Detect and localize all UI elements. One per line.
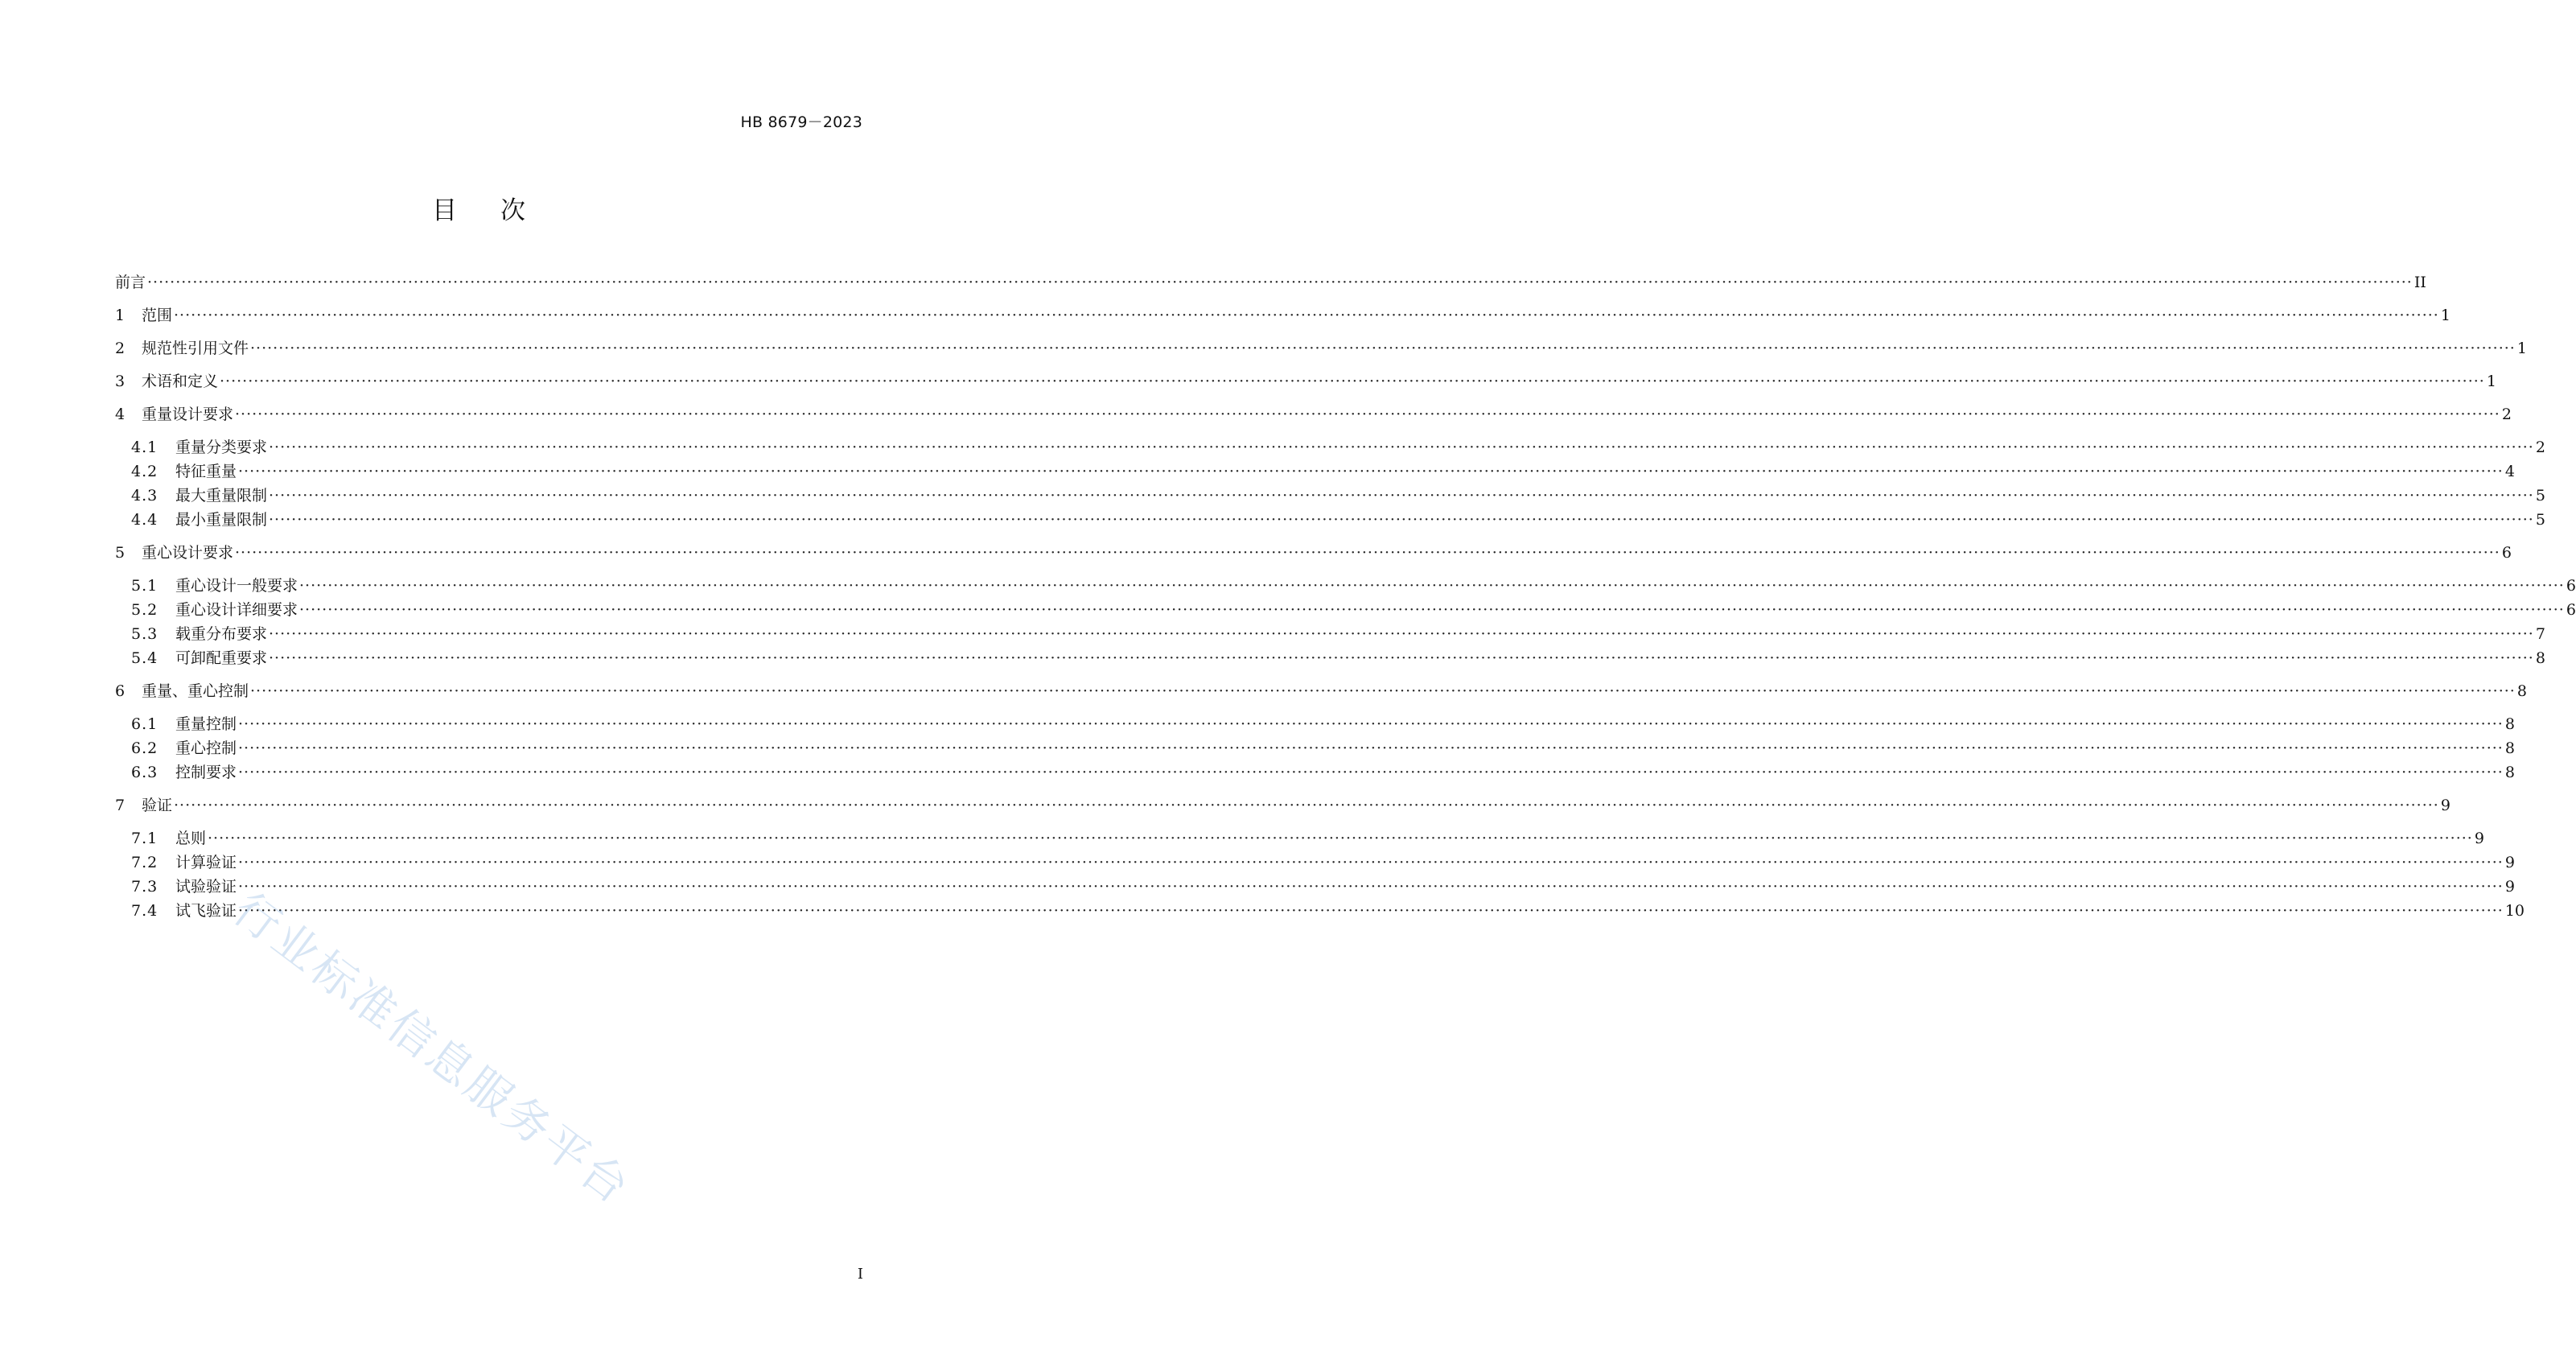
toc-entry[interactable] <box>115 715 2515 733</box>
dot-leader: ················································································································································································································································································································································································································ <box>299 601 2565 619</box>
toc-entry-page: 8 <box>2535 649 2545 667</box>
toc-entry[interactable] <box>115 340 2527 357</box>
toc-entry[interactable] <box>115 406 2512 423</box>
toc-entry-number: 4.2 <box>131 463 158 480</box>
dot-leader: ················································································································································································································································································································································································································ <box>269 439 2534 456</box>
toc-entry[interactable] <box>115 487 2545 505</box>
toc-entry-page: 5 <box>2535 487 2545 505</box>
toc-entry-page: 9 <box>2504 854 2515 871</box>
page-title: 目次 <box>432 196 569 225</box>
toc-entry-page: 4 <box>2504 463 2515 480</box>
toc-entry-label: 范围 <box>142 307 173 324</box>
toc-entry-page: 6 <box>2566 601 2576 619</box>
toc-entry-label: 重心设计详细要求 <box>175 601 298 619</box>
dot-leader: ················································································································································································································································································································································································································ <box>238 878 2504 896</box>
toc-entry-page: 2 <box>2501 406 2512 423</box>
toc-entry-page: 7 <box>2535 625 2545 643</box>
toc-entry[interactable] <box>115 797 2450 814</box>
toc-entry-label: 重量、重心控制 <box>142 682 249 700</box>
toc-entry-number: 1 <box>115 307 126 324</box>
toc-entry-number: 6.3 <box>131 764 158 781</box>
dot-leader: ················································································································································································································································································································································································································ <box>235 544 2500 562</box>
toc-entry-number: 4.1 <box>131 439 158 456</box>
toc-entry-label: 载重分布要求 <box>175 625 268 643</box>
toc-entry[interactable] <box>115 830 2484 847</box>
dot-leader: ················································································································································································································································································································································································································ <box>238 715 2504 733</box>
toc-entry[interactable] <box>115 274 2426 291</box>
toc-entry-label: 重心设计要求 <box>142 544 234 562</box>
toc-entry-page: 6 <box>2566 577 2576 595</box>
toc-entry-label: 试验验证 <box>175 878 237 896</box>
dot-leader: ················································································································································································································································································································································································································ <box>238 739 2504 757</box>
toc-entry-page: 5 <box>2535 511 2545 529</box>
dot-leader: ················································································································································································································································································································································································································ <box>238 764 2504 781</box>
dot-leader: ················································································································································································································································································································································································································ <box>250 340 2516 357</box>
toc-entry-label: 控制要求 <box>175 764 237 781</box>
toc-entry-number: 5 <box>115 544 126 562</box>
toc-entry-number: 7.3 <box>131 878 158 896</box>
toc-entry-number: 5.1 <box>131 577 158 595</box>
toc-entry[interactable] <box>115 625 2545 643</box>
dot-leader: ················································································································································································································································································································································································································ <box>238 902 2504 920</box>
dot-leader: ················································································································································································································································································································································································································ <box>269 649 2534 667</box>
toc-entry-number: 4 <box>115 406 126 423</box>
toc-entry[interactable] <box>115 649 2545 667</box>
toc-entry-label: 可卸配重要求 <box>175 649 268 667</box>
toc-entry-number: 7 <box>115 797 126 814</box>
dot-leader: ················································································································································································································································································································································································································ <box>174 797 2439 814</box>
toc-entry-label: 重心控制 <box>175 739 237 757</box>
dot-leader: ················································································································································································································································································································································································································ <box>238 463 2504 480</box>
toc-entry-page: 9 <box>2440 797 2450 814</box>
toc-entry[interactable] <box>115 601 2576 619</box>
toc-entry-number: 6.1 <box>131 715 158 733</box>
toc-entry-number: 5.2 <box>131 601 158 619</box>
toc-entry-page: 8 <box>2504 764 2515 781</box>
dot-leader: ················································································································································································································································································································································································································ <box>299 577 2565 595</box>
toc-entry[interactable] <box>115 902 2525 920</box>
toc-entry-number: 6 <box>115 682 126 700</box>
dot-leader: ················································································································································································································································································································································································································ <box>269 625 2534 643</box>
toc-entry[interactable] <box>115 373 2496 390</box>
toc-entry-number: 5.4 <box>131 649 158 667</box>
toc-entry-page: 8 <box>2504 739 2515 757</box>
toc-entry-page: 1 <box>2516 340 2527 357</box>
toc-entry[interactable] <box>115 544 2512 562</box>
toc-entry-label: 重心设计一般要求 <box>175 577 298 595</box>
dot-leader: ················································································································································································································································································································································································································ <box>174 307 2439 324</box>
toc-entry-number: 4.3 <box>131 487 158 505</box>
toc-entry[interactable] <box>115 307 2450 324</box>
toc-entry-label: 验证 <box>142 797 173 814</box>
dot-leader: ················································································································································································································································································································································································································ <box>147 274 2413 291</box>
toc-entry[interactable] <box>115 878 2515 896</box>
toc-entry-number: 3 <box>115 373 126 390</box>
toc-entry[interactable] <box>115 682 2527 700</box>
toc-entry-page: 8 <box>2516 682 2527 700</box>
toc-entry-label: 计算验证 <box>175 854 237 871</box>
toc-entry[interactable] <box>115 577 2576 595</box>
toc-entry[interactable] <box>115 854 2515 871</box>
dot-leader: ················································································································································································································································································································································································································ <box>250 682 2516 700</box>
toc-entry-page: II <box>2413 274 2426 291</box>
dot-leader: ················································································································································································································································································································································································································ <box>269 487 2534 505</box>
dot-leader: ················································································································································································································································································································································································································ <box>238 854 2504 871</box>
toc-entry[interactable] <box>115 439 2545 456</box>
toc-entry-page: 1 <box>2486 373 2496 390</box>
toc-entry-label: 重量设计要求 <box>142 406 234 423</box>
toc-entry-page: 2 <box>2535 439 2545 456</box>
toc-entry-label: 规范性引用文件 <box>142 340 249 357</box>
toc-entry-page: 10 <box>2504 902 2525 920</box>
toc-entry-label: 特征重量 <box>175 463 237 480</box>
toc-entry-label: 最小重量限制 <box>175 511 268 529</box>
toc-entry[interactable] <box>115 764 2515 781</box>
toc-entry-number: 2 <box>115 340 126 357</box>
toc-entry-label: 总则 <box>175 830 207 847</box>
page-number: I <box>857 1266 863 1283</box>
toc-entry-number: 5.3 <box>131 625 158 643</box>
toc-entry-label: 重量分类要求 <box>175 439 268 456</box>
toc-entry-label: 前言 <box>115 274 146 291</box>
toc-entry-number: 7.4 <box>131 902 158 920</box>
toc-entry-page: 9 <box>2474 830 2484 847</box>
toc-entry-number: 4.4 <box>131 511 158 529</box>
toc-entry-page: 6 <box>2501 544 2512 562</box>
toc-entry-label: 重量控制 <box>175 715 237 733</box>
toc-entry[interactable] <box>115 511 2545 529</box>
toc-entry-page: 8 <box>2504 715 2515 733</box>
dot-leader: ················································································································································································································································································································································································································ <box>208 830 2473 847</box>
watermark: 行业标准信息服务平台 <box>223 883 641 1216</box>
toc-entry-label: 术语和定义 <box>142 373 219 390</box>
toc-entry-label: 试飞验证 <box>175 902 237 920</box>
toc-entry-number: 6.2 <box>131 739 158 757</box>
dot-leader: ················································································································································································································································································································································································································ <box>220 373 2485 390</box>
toc-entry-page: 9 <box>2504 878 2515 896</box>
toc-entry[interactable] <box>115 739 2515 757</box>
table-of-contents <box>115 274 2576 920</box>
toc-entry-number: 7.2 <box>131 854 158 871</box>
toc-entry-number: 7.1 <box>131 830 158 847</box>
dot-leader: ················································································································································································································································································································································································································ <box>269 511 2534 529</box>
toc-entry[interactable] <box>115 463 2515 480</box>
toc-entry-label: 最大重量限制 <box>175 487 268 505</box>
standard-code: HB 8679－2023 <box>740 113 862 131</box>
dot-leader: ················································································································································································································································································································································································································ <box>235 406 2500 423</box>
toc-entry-page: 1 <box>2440 307 2450 324</box>
